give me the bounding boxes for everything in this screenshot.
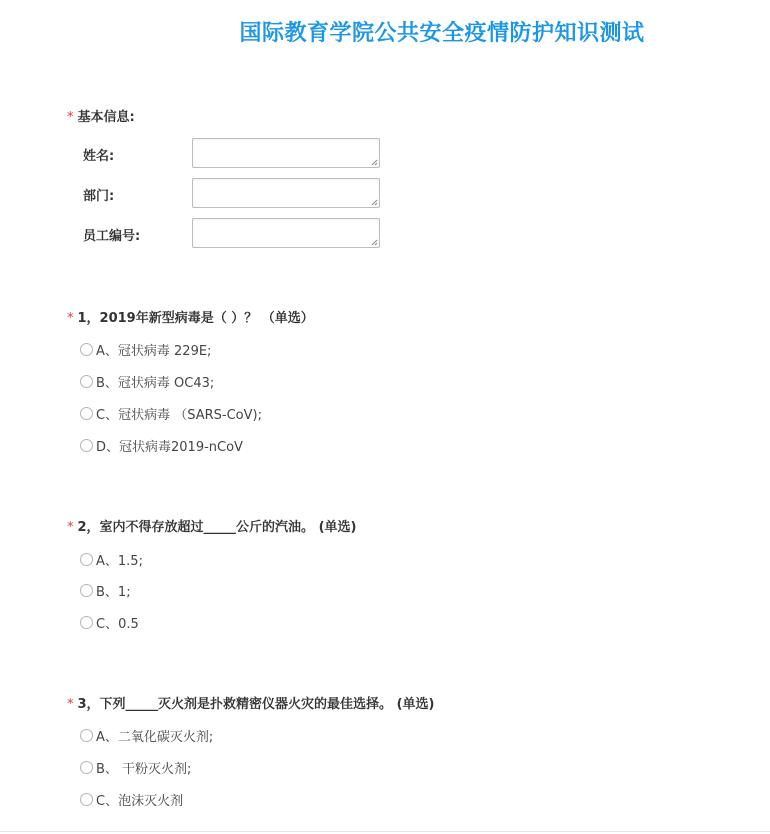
- required-mark: *: [67, 110, 74, 125]
- question-1-option-c[interactable]: [80, 404, 262, 422]
- question-3-option-a[interactable]: [80, 726, 213, 744]
- radio-button[interactable]: [80, 375, 93, 388]
- required-mark: *: [67, 697, 74, 712]
- option-label: B、1;: [96, 584, 131, 600]
- option-label: A、1.5;: [96, 553, 143, 569]
- question-2-title: [67, 516, 356, 535]
- option-label: A、二氧化碳灭火剂;: [96, 729, 214, 745]
- option-label: C、冠状病毒 （SARS-CoV);: [96, 407, 262, 423]
- name-field[interactable]: [192, 138, 380, 168]
- department-field[interactable]: [192, 178, 380, 208]
- radio-button[interactable]: [80, 407, 93, 420]
- radio-button[interactable]: [80, 729, 93, 742]
- page-title: 国际教育学院公共安全疫情防护知识测试: [239, 21, 645, 46]
- option-label: A、冠状病毒 229E;: [96, 343, 212, 359]
- radio-button[interactable]: [80, 761, 93, 774]
- question-2-option-c[interactable]: [80, 613, 139, 631]
- required-mark: *: [67, 520, 74, 535]
- radio-button[interactable]: [80, 584, 93, 597]
- question-3-option-c[interactable]: [80, 790, 183, 808]
- question-1-option-d[interactable]: [80, 436, 243, 454]
- question-1-option-b[interactable]: [80, 372, 214, 390]
- radio-button[interactable]: [80, 343, 93, 356]
- option-label: D、冠状病毒2019-nCoV: [96, 439, 243, 455]
- option-label: C、泡沫灭火剂: [96, 793, 184, 809]
- question-3-option-b[interactable]: [80, 758, 191, 776]
- bottom-divider: [0, 831, 770, 832]
- department-label: 部门:: [83, 189, 115, 204]
- question-3-text: 3，下列_____灭火剂是扑救精密仪器火灾的最佳选择。 (单选): [77, 697, 435, 712]
- question-1-option-a[interactable]: [80, 340, 211, 358]
- radio-button[interactable]: [80, 793, 93, 806]
- question-2-option-a[interactable]: [80, 550, 143, 568]
- question-1-text: 1，2019年新型病毒是（ ）？ （单选）: [77, 311, 314, 326]
- employee-id-label: 员工编号:: [83, 229, 141, 244]
- basic-info-heading: [67, 106, 135, 125]
- option-label: B、冠状病毒 OC43;: [96, 375, 215, 391]
- resize-grip-icon[interactable]: [370, 158, 378, 166]
- resize-grip-icon[interactable]: [370, 238, 378, 246]
- name-label: 姓名:: [83, 149, 115, 164]
- question-3-title: [67, 693, 434, 712]
- question-2-text: 2，室内不得存放超过_____公斤的汽油。 (单选): [77, 520, 357, 535]
- resize-grip-icon[interactable]: [370, 198, 378, 206]
- radio-button[interactable]: [80, 553, 93, 566]
- required-mark: *: [67, 311, 74, 326]
- radio-button[interactable]: [80, 439, 93, 452]
- radio-button[interactable]: [80, 616, 93, 629]
- question-1-title: [67, 307, 314, 326]
- question-2-option-b[interactable]: [80, 581, 131, 599]
- option-label: C、0.5: [96, 616, 139, 632]
- basic-info-label: 基本信息:: [77, 110, 135, 125]
- option-label: B、 干粉灭火剂;: [96, 761, 192, 777]
- employee-id-field[interactable]: [192, 218, 380, 248]
